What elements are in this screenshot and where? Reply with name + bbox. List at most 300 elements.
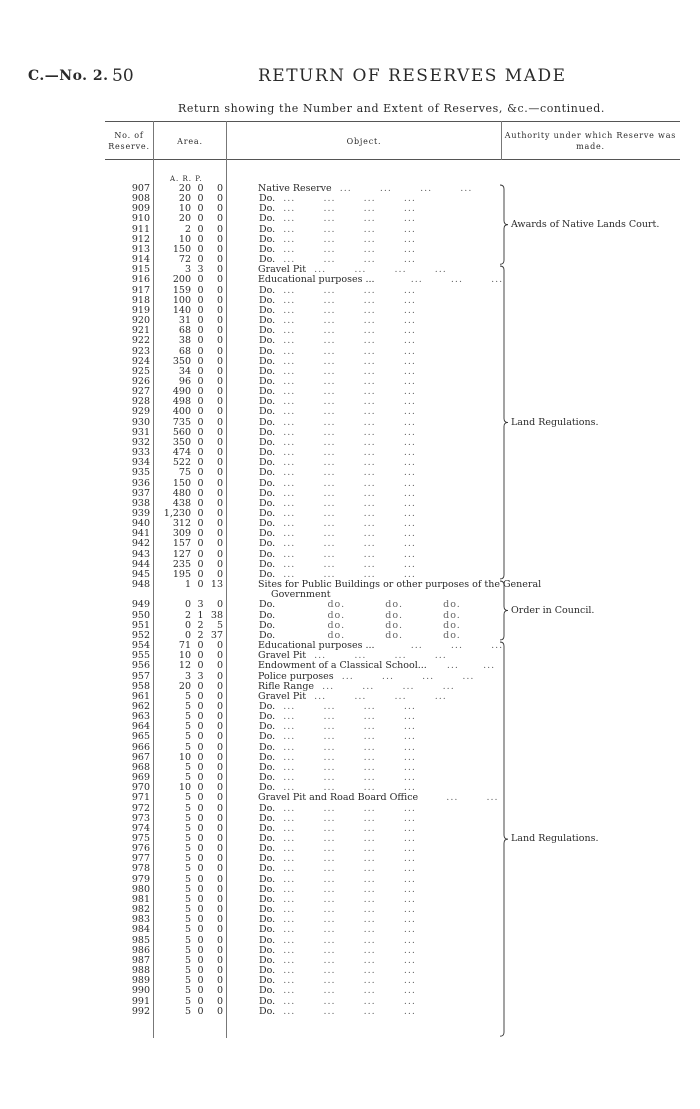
leader-dots: ... ... ... ... — [275, 538, 416, 550]
leader-dots: ... ... ... ... — [275, 365, 416, 377]
object-text: Do. — [259, 944, 276, 956]
area-acres: 5 — [184, 711, 191, 723]
area-acres: 498 — [172, 396, 191, 408]
area-roods: 0 — [197, 772, 204, 784]
area-acres: 10 — [178, 751, 191, 763]
area-roods: 0 — [197, 812, 204, 824]
area-acres: 10 — [178, 203, 191, 215]
area-acres: 20 — [178, 183, 191, 194]
area-acres: 560 — [172, 426, 191, 438]
area-perches: 0 — [216, 843, 223, 855]
reserve-number: 925 — [131, 365, 150, 377]
object-text: Do. — [259, 436, 276, 448]
reserve-number: 940 — [131, 518, 150, 530]
area-roods: 3 — [197, 670, 204, 682]
object-text: Educational purposes ... — [258, 274, 375, 286]
area-acres: 474 — [172, 447, 191, 459]
reserves-table-body — [0, 184, 700, 1017]
object-text: Do. — [259, 558, 276, 570]
area-acres: 5 — [184, 802, 191, 814]
leader-dots: ... ... ... — [374, 640, 504, 652]
area-perches: 0 — [216, 822, 223, 834]
area-perches: 0 — [216, 284, 223, 296]
area-roods: 0 — [197, 640, 204, 652]
area-perches: 0 — [216, 274, 223, 286]
leader-dots: ... ... ... ... — [275, 1005, 416, 1017]
area-roods: 0 — [197, 904, 204, 916]
leader-dots: ... ... ... ... — [275, 833, 416, 844]
leader-dots: ... ... ... ... — [275, 294, 416, 306]
area-acres: 5 — [184, 853, 191, 865]
object-text: Do. — [259, 375, 276, 387]
table-subtitle: Return showing the Number and Extent of Reserves, &c.—continued. — [178, 102, 605, 115]
area-acres: 350 — [172, 355, 191, 367]
object-text: Do. — [259, 568, 276, 580]
table-row — [0, 1007, 700, 1017]
leader-dots: ... ... ... ... — [275, 436, 416, 448]
reserve-number: 928 — [131, 396, 150, 408]
area-roods: 0 — [197, 183, 204, 194]
leader-dots: ... ... ... ... — [306, 690, 447, 702]
area-perches: 0 — [216, 680, 223, 692]
area-roods: 0 — [197, 680, 204, 692]
leader-dots: ... ... ... ... — [275, 883, 416, 895]
leader-dots: ... ... ... ... — [306, 264, 447, 276]
area-acres: 34 — [178, 365, 191, 377]
object-text: Do. — [259, 457, 276, 469]
leader-dots: ... ... ... ... — [306, 650, 447, 662]
area-perches: 0 — [216, 264, 223, 276]
reserve-number: 970 — [131, 782, 150, 794]
reserve-number: 948 — [131, 579, 150, 591]
area-perches: 0 — [216, 396, 223, 408]
leader-dots: ... ... ... ... — [275, 985, 416, 997]
object-text: Do. — [259, 416, 276, 428]
area-acres: 2 — [184, 609, 191, 621]
area-perches: 0 — [216, 365, 223, 377]
area-acres: 38 — [178, 335, 191, 347]
area-acres: 3 — [184, 670, 191, 682]
column-header-area: Area. — [177, 137, 203, 146]
leader-dots: ... ... ... ... — [275, 304, 416, 316]
object-text: Do. — [259, 883, 276, 895]
object-text: Do. — [259, 243, 276, 255]
object-text: Do. — [259, 426, 276, 438]
area-roods: 0 — [197, 660, 204, 672]
area-acres: 5 — [184, 904, 191, 916]
reserve-number: 939 — [131, 508, 150, 519]
area-roods: 1 — [197, 609, 204, 621]
leader-dots: ... ... ... ... — [275, 558, 416, 570]
reserve-number: 921 — [131, 325, 150, 337]
area-acres: 31 — [178, 315, 191, 327]
reserve-number: 949 — [131, 599, 150, 611]
reserve-number: 961 — [131, 690, 150, 702]
object-text: Do. — [259, 365, 276, 377]
area-units-label: A. R. P. — [170, 175, 203, 183]
area-acres: 5 — [184, 833, 191, 844]
leader-dots: ... ... ... ... — [275, 893, 416, 905]
area-roods: 0 — [197, 345, 204, 357]
authority-label: Land Regulations. — [511, 416, 599, 428]
reserve-number: 979 — [131, 873, 150, 885]
area-acres: 157 — [172, 538, 191, 550]
object-text: Do. — [259, 304, 276, 316]
area-perches: 0 — [216, 294, 223, 306]
authority-brace — [499, 185, 507, 264]
area-acres: 5 — [184, 690, 191, 702]
object-text: Do. — [259, 548, 276, 560]
area-roods: 0 — [197, 822, 204, 834]
leader-dots: ... ... ... — [374, 274, 504, 286]
authority-brace — [499, 266, 507, 579]
object-text: Do. — [259, 447, 276, 459]
area-perches: 0 — [216, 893, 223, 905]
area-roods: 0 — [197, 843, 204, 855]
area-perches: 0 — [216, 477, 223, 489]
area-roods: 0 — [197, 528, 204, 540]
area-roods: 0 — [197, 690, 204, 702]
leader-dots: ... ... ... ... — [275, 853, 416, 865]
reserve-number: 989 — [131, 975, 150, 987]
area-acres: 20 — [178, 680, 191, 692]
reserve-number: 984 — [131, 924, 150, 936]
area-perches: 0 — [216, 985, 223, 997]
object-text: Gravel Pit — [258, 264, 307, 276]
area-acres: 5 — [184, 934, 191, 946]
leader-dots: ... ... ... ... — [275, 975, 416, 987]
reserve-number: 922 — [131, 335, 150, 347]
area-acres: 72 — [178, 254, 191, 266]
area-perches: 0 — [216, 558, 223, 570]
area-roods: 0 — [197, 396, 204, 408]
area-roods: 3 — [197, 264, 204, 276]
leader-dots: ... ... ... ... — [275, 568, 416, 580]
leader-dots: ... ... ... ... — [275, 772, 416, 784]
reserve-number: 966 — [131, 741, 150, 753]
area-roods: 2 — [197, 619, 204, 631]
area-acres: 5 — [184, 985, 191, 997]
area-perches: 0 — [216, 548, 223, 560]
leader-dots: ... ... ... ... — [275, 711, 416, 723]
reserve-number: 987 — [131, 954, 150, 966]
area-roods: 0 — [197, 802, 204, 814]
area-perches: 0 — [216, 751, 223, 763]
area-roods: 0 — [197, 406, 204, 418]
area-perches: 13 — [210, 579, 223, 591]
area-perches: 0 — [216, 375, 223, 387]
object-text: Do. — [259, 294, 276, 306]
area-perches: 5 — [216, 619, 223, 631]
area-roods: 0 — [197, 304, 204, 316]
area-perches: 0 — [216, 761, 223, 773]
area-perches: 0 — [216, 345, 223, 357]
area-acres: 68 — [178, 345, 191, 357]
area-roods: 0 — [197, 467, 204, 479]
area-perches: 0 — [216, 447, 223, 459]
area-roods: 0 — [197, 497, 204, 509]
reserve-number: 986 — [131, 944, 150, 956]
leader-dots: ... ... ... ... — [275, 467, 416, 479]
leader-dots: ... ... ... ... — [275, 731, 416, 743]
object-text: Do. — [259, 355, 276, 367]
object-text: Do. — [259, 396, 276, 408]
area-acres: 5 — [184, 995, 191, 1007]
leader-dots: ... ... ... ... — [275, 233, 416, 245]
area-roods: 0 — [197, 223, 204, 235]
area-roods: 0 — [197, 477, 204, 489]
object-text: Do. — [259, 335, 276, 347]
leader-dots: ... ... ... ... — [275, 508, 416, 519]
reserve-number: 952 — [131, 629, 150, 641]
area-perches: 0 — [216, 487, 223, 499]
column-divider-object — [501, 121, 502, 160]
reserve-number: 920 — [131, 315, 150, 327]
leader-dots: ... ... ... ... — [275, 843, 416, 855]
area-perches: 0 — [216, 243, 223, 255]
reserve-number: 978 — [131, 863, 150, 875]
area-perches: 0 — [216, 518, 223, 530]
reserve-number: 951 — [131, 619, 150, 631]
area-perches: 0 — [216, 721, 223, 733]
area-perches: 0 — [216, 833, 223, 844]
reserve-number: 912 — [131, 233, 150, 245]
object-text: Do. — [259, 406, 276, 418]
area-acres: 735 — [172, 416, 191, 428]
area-perches: 0 — [216, 528, 223, 540]
area-perches: 0 — [216, 873, 223, 885]
leader-dots: ... ... ... ... — [275, 782, 416, 794]
area-roods: 0 — [197, 833, 204, 844]
reserve-number: 981 — [131, 893, 150, 905]
area-perches: 0 — [216, 325, 223, 337]
area-perches: 0 — [216, 304, 223, 316]
area-acres: 5 — [184, 863, 191, 875]
object-text: Gravel Pit — [258, 690, 307, 702]
area-roods: 0 — [197, 274, 204, 286]
reserve-number: 919 — [131, 304, 150, 316]
reserve-number: 924 — [131, 355, 150, 367]
object-text: Do. — [259, 538, 276, 550]
area-perches: 0 — [216, 934, 223, 946]
area-acres: 490 — [172, 386, 191, 398]
area-acres: 200 — [172, 274, 191, 286]
reserve-number: 933 — [131, 447, 150, 459]
area-roods: 0 — [197, 954, 204, 966]
object-text: Do. — [259, 853, 276, 865]
area-acres: 350 — [172, 436, 191, 448]
object-text: Do. — [259, 965, 276, 977]
object-text: Endowment of a Classical School... — [258, 660, 427, 672]
object-text: Do. — [259, 599, 276, 611]
area-acres: 400 — [172, 406, 191, 418]
reserve-number: 963 — [131, 711, 150, 723]
area-acres: 5 — [184, 761, 191, 773]
leader-dots: ... ... ... ... — [275, 315, 416, 327]
leader-dots: ... ... ... ... — [275, 700, 416, 712]
reserve-number: 977 — [131, 853, 150, 865]
table-row — [0, 580, 700, 590]
object-text: Do. — [259, 487, 276, 499]
reserve-number: 932 — [131, 436, 150, 448]
area-acres: 480 — [172, 487, 191, 499]
area-perches: 0 — [216, 355, 223, 367]
area-perches: 0 — [216, 426, 223, 438]
area-roods: 0 — [197, 193, 204, 205]
column-header-object: Object. — [346, 137, 382, 146]
reserve-number: 914 — [131, 254, 150, 266]
area-perches: 0 — [216, 457, 223, 469]
reserve-number: 955 — [131, 650, 150, 662]
leader-dots: ... ... ... ... — [275, 548, 416, 560]
reserve-number: 954 — [131, 640, 150, 652]
object-text: Native Reserve — [258, 183, 332, 194]
area-acres: 96 — [178, 375, 191, 387]
area-roods: 0 — [197, 315, 204, 327]
area-acres: 235 — [172, 558, 191, 570]
reserve-number: 957 — [131, 670, 150, 682]
authority-label: Land Regulations. — [511, 833, 599, 845]
object-text: Do. — [259, 985, 276, 997]
area-perches: 0 — [216, 802, 223, 814]
reserve-number: 916 — [131, 274, 150, 286]
reserve-number: 941 — [131, 528, 150, 540]
leader-dots: do. do. do. — [275, 599, 461, 611]
area-roods: 0 — [197, 233, 204, 245]
object-text: Do. — [259, 904, 276, 916]
reserve-number: 976 — [131, 843, 150, 855]
area-roods: 0 — [197, 934, 204, 946]
area-acres: 5 — [184, 843, 191, 855]
object-text: Gravel Pit and Road Board Office — [258, 792, 419, 804]
reserve-number: 950 — [131, 609, 150, 621]
area-acres: 3 — [184, 264, 191, 276]
object-text: Do. — [259, 782, 276, 794]
leader-dots: ... ... ... ... — [275, 335, 416, 347]
reserve-number: 990 — [131, 985, 150, 997]
leader-dots: ... ... ... ... — [275, 995, 416, 1007]
object-text: Do. — [259, 954, 276, 966]
area-acres: 0 — [184, 629, 191, 641]
area-perches: 0 — [216, 650, 223, 662]
leader-dots: do. do. do. — [275, 609, 461, 621]
reserve-number: 923 — [131, 345, 150, 357]
object-text: Do. — [259, 751, 276, 763]
reserve-number: 967 — [131, 751, 150, 763]
area-perches: 0 — [216, 213, 223, 225]
object-text: Do. — [259, 812, 276, 824]
object-text: Do. — [259, 254, 276, 266]
leader-dots: ... ... ... ... — [275, 254, 416, 266]
object-text: Do. — [259, 924, 276, 936]
leader-dots: ... ... ... ... — [275, 802, 416, 814]
leader-dots: ... ... ... ... — [275, 924, 416, 936]
leader-dots: ... ... ... ... — [275, 721, 416, 733]
object-text: Do. — [259, 609, 276, 621]
reserve-number: 908 — [131, 193, 150, 205]
area-roods: 0 — [197, 1005, 204, 1017]
leader-dots: ... ... ... ... — [275, 396, 416, 408]
object-text: Do. — [259, 518, 276, 530]
area-acres: 1,230 — [163, 508, 191, 519]
area-roods: 0 — [197, 721, 204, 733]
area-roods: 0 — [197, 944, 204, 956]
area-acres: 75 — [178, 467, 191, 479]
object-text: Rifle Range — [258, 680, 315, 692]
area-acres: 159 — [172, 284, 191, 296]
area-roods: 0 — [197, 924, 204, 936]
area-perches: 0 — [216, 772, 223, 784]
area-acres: 5 — [184, 822, 191, 834]
object-text: Do. — [259, 721, 276, 733]
leader-dots: ... ... ... ... — [275, 873, 416, 885]
area-roods: 0 — [197, 254, 204, 266]
area-roods: 0 — [197, 751, 204, 763]
reserve-number: 972 — [131, 802, 150, 814]
area-acres: 10 — [178, 782, 191, 794]
reserve-number: 985 — [131, 934, 150, 946]
reserve-number: 992 — [131, 1005, 150, 1017]
area-perches: 0 — [216, 995, 223, 1007]
area-roods: 0 — [197, 853, 204, 865]
area-acres: 10 — [178, 233, 191, 245]
reserve-number: 945 — [131, 568, 150, 580]
object-text: Do. — [259, 833, 276, 844]
area-acres: 20 — [178, 213, 191, 225]
area-acres: 312 — [172, 518, 191, 530]
reserve-number: 975 — [131, 833, 150, 844]
area-roods: 0 — [197, 711, 204, 723]
object-text: Do. — [259, 995, 276, 1007]
column-header-authority: Authority under which Reserve was made. — [504, 131, 677, 151]
area-acres: 150 — [172, 243, 191, 255]
reserve-number: 936 — [131, 477, 150, 489]
object-text: Do. — [259, 325, 276, 337]
area-acres: 20 — [178, 193, 191, 205]
object-text: Do. — [259, 914, 276, 926]
area-perches: 0 — [216, 538, 223, 550]
area-acres: 2 — [184, 223, 191, 235]
object-text: Gravel Pit — [258, 650, 307, 662]
area-roods: 0 — [197, 741, 204, 753]
area-acres: 100 — [172, 294, 191, 306]
page-number: 50 — [112, 66, 134, 86]
leader-dots: ... ... ... ... — [275, 223, 416, 235]
object-text: Government — [271, 589, 331, 601]
object-text: Do. — [259, 700, 276, 712]
reserve-number: 971 — [131, 792, 150, 804]
object-text: Do. — [259, 193, 276, 205]
area-roods: 0 — [197, 243, 204, 255]
reserve-number: 938 — [131, 497, 150, 509]
area-roods: 0 — [197, 538, 204, 550]
object-text: Do. — [259, 822, 276, 834]
area-roods: 0 — [197, 893, 204, 905]
leader-dots: ... ... ... ... — [275, 934, 416, 946]
area-acres: 71 — [178, 640, 191, 652]
object-text: Do. — [259, 761, 276, 773]
reserve-number: 942 — [131, 538, 150, 550]
authority-brace — [499, 581, 507, 640]
area-acres: 5 — [184, 924, 191, 936]
area-perches: 0 — [216, 406, 223, 418]
area-perches: 0 — [216, 700, 223, 712]
leader-dots: ... ... — [426, 660, 496, 672]
area-acres: 5 — [184, 741, 191, 753]
area-roods: 0 — [197, 203, 204, 215]
area-roods: 0 — [197, 558, 204, 570]
authority-label: Order in Council. — [511, 604, 595, 616]
